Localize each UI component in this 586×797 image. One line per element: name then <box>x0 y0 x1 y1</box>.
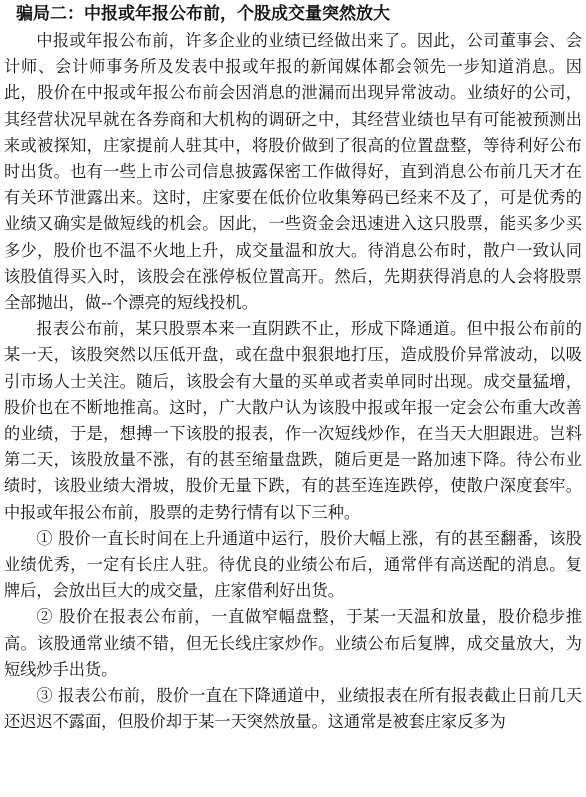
paragraph-case-1: ① 股价一直长时间在上升通道中运行，股价大幅上涨，有的甚至翻番，该股业绩优秀，一定有长庄人驻。待优良的业绩公布后，通常伴有高送配的消息。复牌后，会放出巨大的成交量，庄家借利好出货。 <box>4 528 582 601</box>
section-heading: 骗局二：中报或年报公布前，个股成交量突然放大 <box>16 4 390 24</box>
document-page <box>4 2 582 735</box>
paragraph-case-2: ② 股价在报表公布前，一直做窄幅盘整，于某一天温和放量，股价稳步推高。该股通常业绩不错，但无长线庄家炒作。业绩公布后复牌，成交量放大，为短线炒手出货。 <box>4 607 582 679</box>
paragraph-case-3: ③ 报表公布前，股价一直在下降通道中，业绩报表在所有报表截止日前几天还迟迟不露面，但股价却于某一天突然放量。这通常是被套庄家反多为 <box>4 686 582 732</box>
paragraph-intro: 中报或年报公布前，许多企业的业绩已经做出来了。因此，公司董事会、会计师、会计师事务所及发表中报或年报的新闻媒体都会领先一步知道消息。因此，股价在中报或年报公布前会因消息的泄漏而出现异常波动。业绩好的公司，其经营状况早就在各券商和大机构的调研之中，其经营业绩也早有可能被预测出来或被探知，庄家提前人驻其中，将股价做到了很高的位置盘整，等待利好公布时出货。也有一些上市公司信息披露保密工作做得好，直到消息公布前几天才在有关环节泄露出来。这时，庄家要在低价位收集筹码已经来不及了，可是优秀的业绩又确实是做短线的机会。因此，一些资金会迅速进入这只股票，能买多少买多少，股价也不温不火地上升，成交量温和放大。待消息公布时，散户一致认同该股值得买入时，该股会在涨停板位置高开。然后，先期获得消息的人会将股票全部抛出，做--个漂亮的短线投机。 <box>4 31 582 313</box>
paragraph-pre-report: 报表公布前，某只股票本来一直阴跌不止，形成下降通道。但中报公布前的某一天，该股突然以压低开盘，或在盘中狠狠地打压，造成股价异常波动，以吸引市场人士关注。随后，该股会有大量的买单或者卖单同时出现。成交量猛增，股价也在不断地推高。这时，广大散户认为该股中报或年报一定会公布重大改善的业绩，于是，想搏一下该股的报表，作一次短线炒作，在当天大胆跟进。岂料第二天，该股放量不涨，有的甚至缩量盘跌，随后更是一路加速下降。待公布业绩时，该股业绩大滑坡，股价无量下跌，有的甚至连连跌停，使散户深度套牢。中报或年报公布前，股票的走势行情有以下三种。 <box>4 319 582 522</box>
